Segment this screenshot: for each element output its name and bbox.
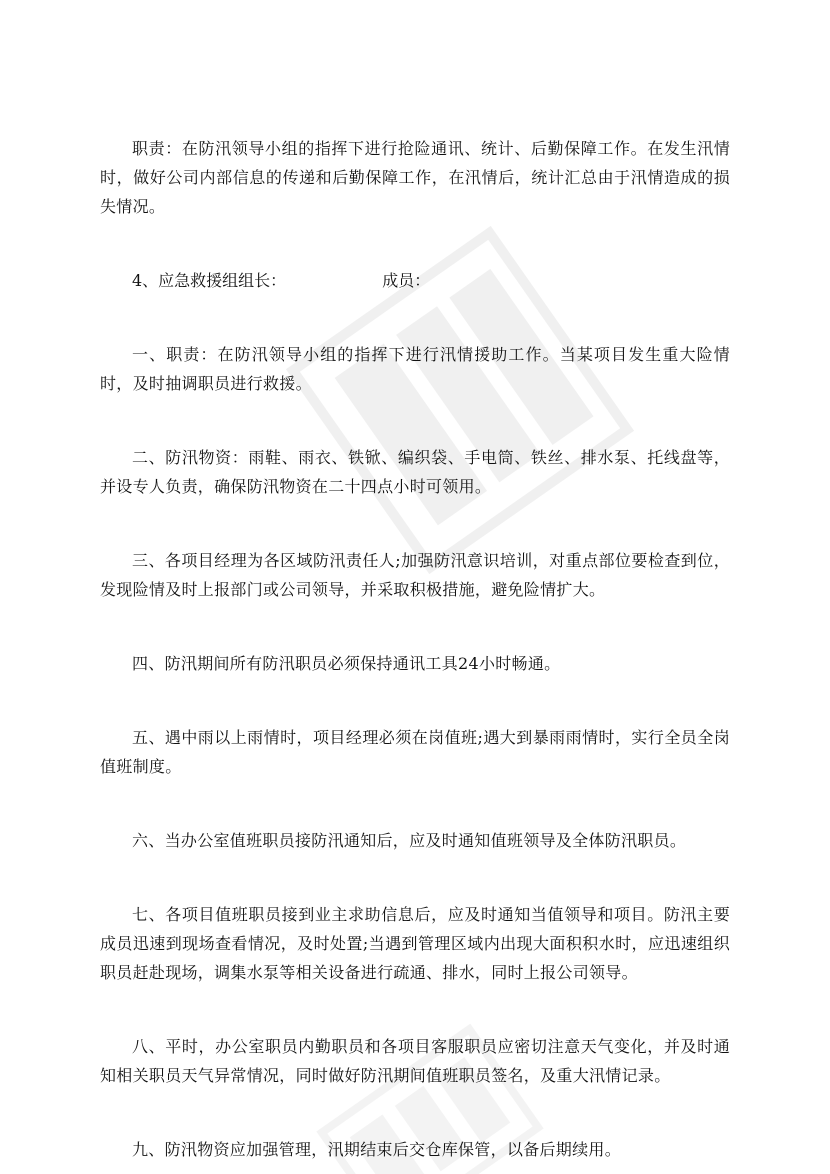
paragraph-6-office-notice: 六、当办公室值班职员接防汛通知后，应及时通知值班领导及全体防汛职员。	[132, 831, 687, 850]
rescue-group-leader-label: 4、应急救援组组长：	[132, 271, 287, 290]
paragraph-4-communication: 四、防汛期间所有防汛职员必须保持通讯工具24小时畅通。	[132, 654, 561, 673]
paragraph-7-project-response: 七、各项目值班职员接到业主求助信息后，应及时通知当值领导和项目。防汛主要成员迅速到现场查看情况，及时处置;当遇到管理区域内出现大面积积水时，应迅速组织职员赶赴现场，调集水泵等相关设备进行疏通、排水，同时上报公司领导。	[100, 905, 730, 982]
rescue-group-line	[100, 266, 730, 295]
paragraph-8-routine: 八、平时，办公室职员内勤职员和各项目客服职员应密切注意天气变化，并及时通知相关职员天气异常情况，同时做好防汛期间值班职员签名，及重大汛情记录。	[100, 1037, 730, 1085]
paragraph-9-supply-management: 九、防汛物资应加强管理，汛期结束后交仓库保管，以备后期续用。	[132, 1140, 622, 1159]
rescue-group-members-label: 成员：	[382, 271, 431, 290]
paragraph-1-duties-rescue: 一、职责：在防汛领导小组的指挥下进行汛情援助工作。当某项目发生重大险情时，及时抽调职员进行救援。	[100, 345, 730, 393]
paragraph-5-duty-rules: 五、遇中雨以上雨情时，项目经理必须在岗值班;遇大到暴雨雨情时，实行全员全岗值班制度。	[100, 728, 730, 776]
paragraph-3-managers: 三、各项目经理为各区域防汛责任人;加强防汛意识培训，对重点部位要检查到位，发现险情及时上报部门或公司领导，并采取积极措施，避免险情扩大。	[100, 551, 730, 599]
paragraph-2-supplies: 二、防汛物资：雨鞋、雨衣、铁锨、编织袋、手电筒、铁丝、排水泵、托线盘等，并设专人负责，确保防汛物资在二十四点小时可领用。	[100, 448, 730, 496]
paragraph-duties-comms: 职责：在防汛领导小组的指挥下进行抢险通讯、统计、后勤保障工作。在发生汛情时，做好公司内部信息的传递和后勤保障工作，在汛情后，统计汇总由于汛情造成的损失情况。	[100, 139, 730, 216]
document-body	[100, 134, 730, 1164]
